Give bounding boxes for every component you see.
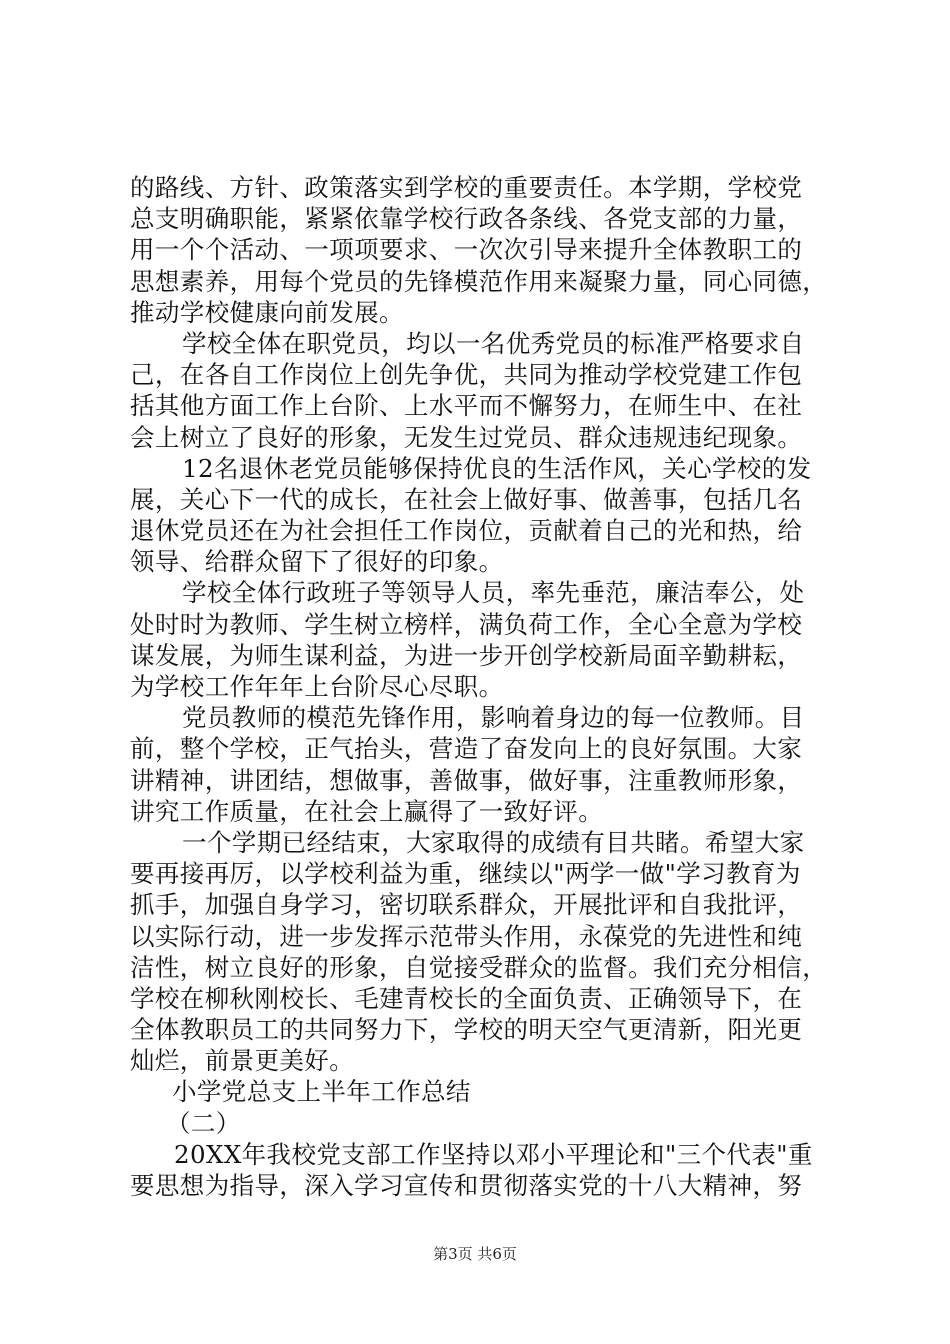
text-line: 讲精神，讲团结，想做事，善做事，做好事，注重教师形象， <box>130 765 803 795</box>
text-line: 处时时为教师、学生树立榜样，满负荷工作，全心全意为学校 <box>130 609 803 639</box>
text-line: 学校在柳秋刚校长、毛建青校长的全面负责、正确领导下，在 <box>130 983 803 1013</box>
text-line: 用一个个活动、一项项要求、一次次引导来提升全体教职工的 <box>130 235 803 265</box>
section-number: （二） <box>166 1108 241 1138</box>
paragraph-start-line: 一个学期已经结束，大家取得的成绩有目共睹。希望大家 <box>182 827 805 857</box>
text-line: 为学校工作年年上台阶尽心尽职。 <box>130 672 504 701</box>
text-line: 总支明确职能，紧紧依靠学校行政各条线、各党支部的力量， <box>130 204 803 234</box>
text-line: 讲究工作质量，在社会上赢得了一致好评。 <box>130 796 604 826</box>
text-line: 退休党员还在为社会担任工作岗位，贡献着自己的光和热，给 <box>130 516 803 546</box>
text-line: 洁性，树立良好的形象，自觉接受群众的监督。我们充分相信， <box>130 952 828 982</box>
text-line: 全体教职员工的共同努力下，学校的明天空气更清新，阳光更 <box>130 1015 803 1045</box>
text-line: 推动学校健康向前发展。 <box>130 297 404 327</box>
text-line: 会上树立了良好的形象，无发生过党员、群众违规违纪现象。 <box>130 422 803 452</box>
paragraph-start-line: 学校全体在职党员，均以一名优秀党员的标准严格要求自 <box>182 328 805 358</box>
text-line: 要再接再厉，以学校利益为重，继续以"两学一做"学习教育为 <box>130 859 801 889</box>
text-line: 谋发展，为师生谋利益，为进一步开创学校新局面辛勤耕耘， <box>130 640 803 670</box>
paragraph-start-line: 学校全体行政班子等领导人员，率先垂范，廉洁奉公，处 <box>182 578 805 608</box>
text-line: 灿烂，前景更美好。 <box>130 1046 355 1076</box>
text-line: 展，关心下一代的成长，在社会上做好事、做善事，包括几名 <box>130 484 803 514</box>
text-line: 抓手，加强自身学习，密切联系群众，开展批评和自我批评， <box>130 890 803 920</box>
paragraph-start-line: 12名退休老党员能够保持优良的生活作风，关心学校的发 <box>182 453 812 483</box>
text-line: 以实际行动，进一步发挥示范带头作用，永葆党的先进性和纯 <box>130 921 803 951</box>
text-line: 思想素养，用每个党员的先锋模范作用来凝聚力量，同心同德， <box>130 266 828 296</box>
section-title: 小学党总支上半年工作总结 <box>172 1077 471 1107</box>
paragraph-start-line: 20XX年我校党支部工作坚持以邓小平理论和"三个代表"重 <box>174 1139 813 1169</box>
text-line: 领导、给群众留下了很好的印象。 <box>130 547 504 577</box>
text-line: 的路线、方针、政策落实到学校的重要责任。本学期，学校党 <box>130 173 803 202</box>
text-line: 前，整个学校，正气抬头，营造了奋发向上的良好氛围。大家 <box>130 734 803 764</box>
text-line: 己，在各自工作岗位上创先争优，共同为推动学校党建工作包 <box>130 360 803 390</box>
paragraph-start-line: 党员教师的模范先锋作用，影响着身边的每一位教师。目 <box>182 703 805 733</box>
document-body <box>130 172 840 1201</box>
text-line: 括其他方面工作上台阶、上水平而不懈努力，在师生中、在社 <box>130 391 803 421</box>
text-line: 要思想为指导，深入学习宣传和贯彻落实党的十八大精神，努 <box>130 1171 803 1200</box>
page-footer: 第3页 共6页 <box>433 1245 517 1263</box>
